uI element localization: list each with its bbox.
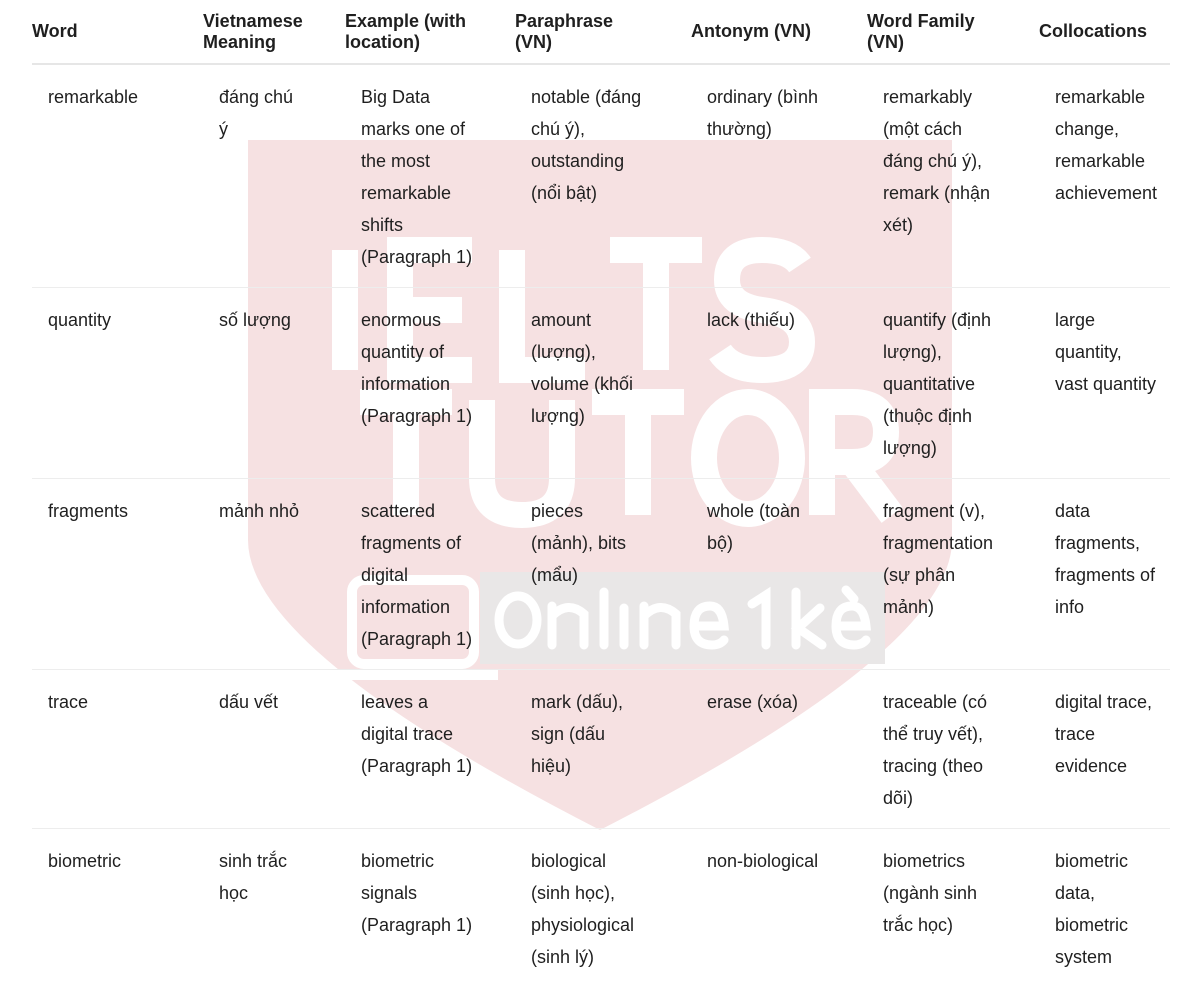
cell-word: fragments (32, 479, 203, 670)
cell-word-family: quantify (định lượng), quantitative (thuộc định lượng) (867, 288, 1039, 479)
table-row (32, 829, 1170, 987)
header-antonym: Antonym (VN) (691, 0, 867, 64)
table-row (32, 64, 1170, 288)
cell-vietnamese-meaning: sinh trắc học (203, 829, 345, 987)
cell-collocations: data fragments, fragments of info (1039, 479, 1170, 670)
header-word: Word (32, 0, 203, 64)
cell-vietnamese-meaning: số lượng (203, 288, 345, 479)
cell-word: quantity (32, 288, 203, 479)
cell-paraphrase: amount (lượng), volume (khối lượng) (515, 288, 691, 479)
cell-collocations: large quantity, vast quantity (1039, 288, 1170, 479)
cell-antonym: erase (xóa) (691, 670, 867, 829)
cell-word: trace (32, 670, 203, 829)
cell-word: remarkable (32, 64, 203, 288)
table-row (32, 670, 1170, 829)
cell-example: leaves a digital trace (Paragraph 1) (345, 670, 515, 829)
cell-word-family: biometrics (ngành sinh trắc học) (867, 829, 1039, 987)
header-word-family: Word Family (VN) (867, 0, 1039, 64)
table-row (32, 288, 1170, 479)
cell-antonym: ordinary (bình thường) (691, 64, 867, 288)
header-vietnamese-meaning: Vietnamese Meaning (203, 0, 345, 64)
cell-collocations: biometric data, biometric system (1039, 829, 1170, 987)
cell-example: scattered fragments of digital information (Paragraph 1) (345, 479, 515, 670)
header-example: Example (with location) (345, 0, 515, 64)
cell-word-family: traceable (có thể truy vết), tracing (theo dõi) (867, 670, 1039, 829)
header-paraphrase: Paraphrase (VN) (515, 0, 691, 64)
cell-antonym: lack (thiếu) (691, 288, 867, 479)
table-row (32, 479, 1170, 670)
cell-vietnamese-meaning: mảnh nhỏ (203, 479, 345, 670)
header-row (32, 0, 1170, 64)
cell-word-family: remarkably (một cách đáng chú ý), remark (nhận xét) (867, 64, 1039, 288)
cell-antonym: whole (toàn bộ) (691, 479, 867, 670)
vocabulary-table (32, 0, 1170, 987)
cell-vietnamese-meaning: đáng chú ý (203, 64, 345, 288)
cell-word: biometric (32, 829, 203, 987)
cell-collocations: remarkable change, remarkable achievement (1039, 64, 1170, 288)
cell-paraphrase: pieces (mảnh), bits (mẩu) (515, 479, 691, 670)
cell-antonym: non-biological (691, 829, 867, 987)
cell-paraphrase: biological (sinh học), physiological (sinh lý) (515, 829, 691, 987)
cell-example: enormous quantity of information (Paragraph 1) (345, 288, 515, 479)
cell-vietnamese-meaning: dấu vết (203, 670, 345, 829)
cell-collocations: digital trace, trace evidence (1039, 670, 1170, 829)
header-collocations: Collocations (1039, 0, 1170, 64)
cell-example: Big Data marks one of the most remarkable shifts (Paragraph 1) (345, 64, 515, 288)
cell-paraphrase: mark (dấu), sign (dấu hiệu) (515, 670, 691, 829)
cell-paraphrase: notable (đáng chú ý), outstanding (nổi bật) (515, 64, 691, 288)
cell-word-family: fragment (v), fragmentation (sự phân mảnh) (867, 479, 1039, 670)
cell-example: biometric signals (Paragraph 1) (345, 829, 515, 987)
